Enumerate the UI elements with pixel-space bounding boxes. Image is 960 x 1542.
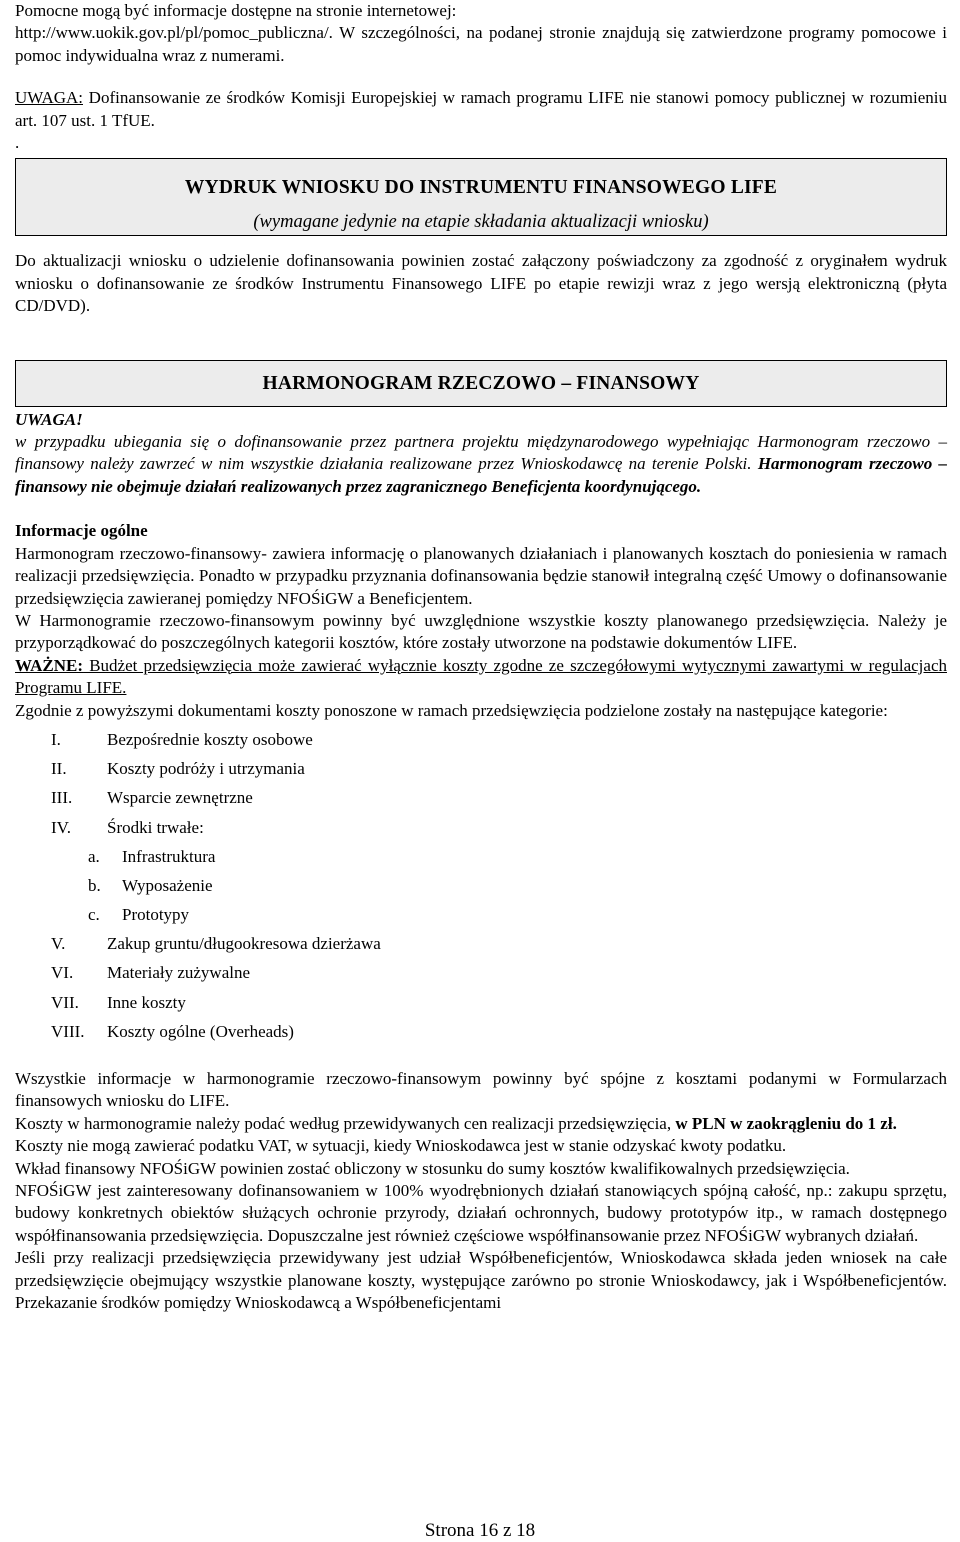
wydruk-paragraph: Do aktualizacji wniosku o udzielenie dofinansowania powinien zostać załączony poświadczony za zgodność z oryginałem wydruk wniosku o dofinansowanie ze środków Instrumentu Finansowego LIFE po etapie rewizji wraz z jego wersją elektroniczną (płyta CD/DVD). [15,251,947,316]
list-item: VI. Materiały zużywalne [51,963,251,983]
harmonogram-section-box [15,360,947,407]
category-list [15,725,947,842]
wazne-paragraph [15,655,947,700]
list-item: II. Koszty podróży i utrzymania [51,759,305,779]
wydruk-subtitle: (wymagane jedynie na etapie składania aktualizacji wniosku) [253,212,709,233]
closing-p1: Wszystkie informacje w harmonogramie rzeczowo-finansowym powinny być spójne z kosztami podanymi w Formularzach finansowych wniosku do LIFE. [15,1069,947,1111]
harmonogram-title: HARMONOGRAM RZECZOWO – FINANSOWY [262,372,700,394]
wazne-label: WAŻNE: [15,655,84,675]
list-item: I. Bezpośrednie koszty osobowe [51,729,313,749]
uwaga2-label: UWAGA! [15,409,83,429]
list-item: c. Prototypy [88,905,190,925]
uwaga2-italic: w przypadku ubiegania się o dofinansowanie przez partnera projektu międzynarodowego wypełniając Harmonogram rzeczowo – finansowy należy zawrzeć w nim wszystkie działania realizowane przez Wnioskodawcę na terenie Polski. [15,432,947,474]
subcategory-list [15,842,947,930]
informacje-p1: Harmonogram rzeczowo-finansowy- zawiera informację o planowanych działaniach i planowanych kosztach do poniesienia w ramach realizacji przedsięwzięcia. Ponadto w przypadku przyznania dofinansowania będzie stanowił integralną część Umowy o dofinansowanie przedsięwzięcia zawieranej pomiędzy NFOŚiGW a Beneficjentem. [15,543,947,608]
uwaga2-bold-italic: Harmonogram rzeczowo – finansowy nie obejmuje działań realizowanych przez zagranicznego Beneficjenta koordynującego. [15,454,947,496]
closing-p4: Wkład finansowy NFOŚiGW powinien zostać obliczony w stosunku do sumy kosztów kwalifikowalnych przedsięwzięcia. [15,1158,850,1178]
intro-line2: http://www.uokik.gov.pl/pl/pomoc_publiczna/. W szczególności, na podanej stronie znajdują się zatwierdzone programy pomocowe i pomoc indywidualna wraz z numerami. [15,23,947,65]
list-item: V. Zakup gruntu/długookresowa dzierżawa [51,934,381,954]
wazne-text: Budżet przedsięwzięcia może zawierać wyłącznie koszty zgodne ze szczegółowymi wytycznymi zawartymi w regulacjach Programu LIFE. [15,655,947,698]
closing-p2-text: Koszty w harmonogramie należy podać według przewidywanych cen realizacji przedsięwzięcia, [15,1113,676,1133]
intro-line1: Pomocne mogą być informacje dostępne na stronie internetowej: [15,1,457,20]
list-item: b. Wyposażenie [88,875,213,895]
closing-p5: NFOŚiGW jest zainteresowany dofinansowaniem w 100% wyodrębnionych działań stanowiących spójną całość, np.: zakupu sprzętu, budowy konkretnych obiektów służących ochronie przyrody, działań ochronnych, budowy prototypów itp., w ramach dostępnego współfinansowania przedsięwzięcia. Dopuszczalne jest również częściowe współfinansowanie przez NFOŚiGW wybranych działań. [15,1181,947,1245]
document-page [15,0,947,1314]
list-item: VII. Inne koszty [51,992,186,1012]
uwaga2-paragraph [15,431,947,498]
wydruk-title: WYDRUK WNIOSKU DO INSTRUMENTU FINANSOWEGO LIFE [184,177,778,199]
closing-p2 [15,1113,947,1135]
stray-dot: . [15,133,20,153]
informacje-heading: Informacje ogólne [15,521,148,541]
list-item: IV. Środki trwałe: [51,817,204,837]
uwaga-label: UWAGA: [15,88,83,108]
list-item: a. Infrastruktura [88,846,216,866]
category-list-continued [15,929,947,1046]
uwaga-eu-paragraph [15,87,947,132]
wydruk-section-box [15,158,947,236]
uwaga-text: Dofinansowanie ze środków Komisji Europejskiej w ramach programu LIFE nie stanowi pomocy publicznej w rozumieniu art. 107 ust. 1 TfUE. [15,88,947,130]
list-item: III. Wsparcie zewnętrzne [51,788,253,808]
list-item: VIII. Koszty ogólne (Overheads) [51,1021,294,1041]
closing-p2-bold: w PLN w zaokrągleniu do 1 zł. [675,1113,897,1133]
closing-p6: Jeśli przy realizacji przedsięwzięcia przewidywany jest udział Współbeneficjentów, Wnioskodawca składa jeden wniosek na całe przedsięwzięcie obejmujący wszystkie planowane koszty, występujące zarówno po stronie Wnioskodawcy, jak i Współbeneficjentów. Przekazanie środków pomiędzy Wnioskodawcą a Współbeneficjentami [15,1248,947,1313]
page-number: Strona 16 z 18 [424,1520,536,1541]
informacje-p2: W Harmonogramie rzeczowo-finansowym powinny być uwzględnione wszystkie koszty planowanego przedsięwzięcia. Należy je przyporządkować do poszczególnych kategorii kosztów, które zostały utworzone na podstawie dokumentów LIFE. [15,610,947,653]
closing-p3: Koszty nie mogą zawierać podatku VAT, w sytuacji, kiedy Wnioskodawca jest w stanie odzyskać kwoty podatku. [15,1136,787,1156]
informacje-p3: Zgodnie z powyższymi dokumentami koszty ponoszone w ramach przedsięwzięcia podzielone zostały na następujące kategorie: [15,700,888,720]
